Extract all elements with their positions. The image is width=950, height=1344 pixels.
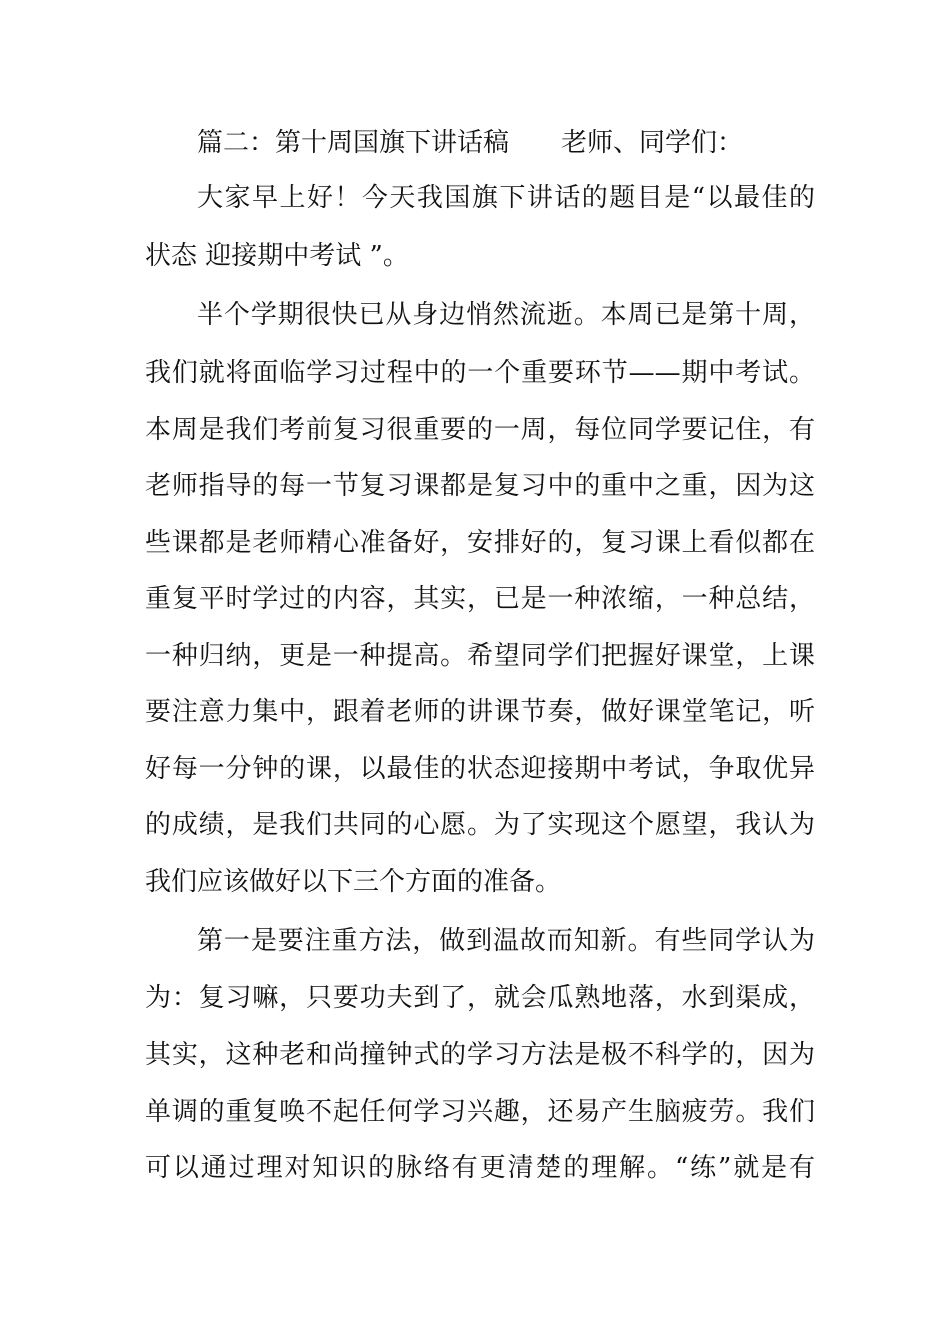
- paragraph-line: 状态 迎接期中考试 ”。: [145, 241, 409, 271]
- paragraph-line: 的成绩，是我们共同的心愿。为了实现这个愿望，我认为: [145, 810, 815, 840]
- paragraph-line: 半个学期很快已从身边悄然流逝。本周已是第十周，: [197, 300, 815, 330]
- paragraph-line: 老师指导的每一节复习课都是复习中的重中之重，因为这: [145, 471, 815, 501]
- paragraph-line: 好每一分钟的课，以最佳的状态迎接期中考试，争取优异: [145, 754, 815, 784]
- paragraph-line: 我们就将面临学习过程中的一个重要环节——期中考试。: [145, 358, 815, 388]
- paragraph-line: 为：复习嘛，只要功夫到了，就会瓜熟地落，水到渠成，: [145, 983, 815, 1013]
- paragraph-line: 要注意力集中，跟着老师的讲课节奏，做好课堂笔记，听: [145, 697, 815, 727]
- paragraph-line: 第一是要注重方法，做到温故而知新。有些同学认为: [197, 926, 815, 956]
- paragraph-line: 重复平时学过的内容，其实，已是一种浓缩，一种总结，: [145, 584, 815, 614]
- paragraph-line: 一种归纳，更是一种提高。希望同学们把握好课堂，上课: [145, 641, 815, 671]
- paragraph-line: 大家早上好！今天我国旗下讲话的题目是“以最佳的: [197, 183, 815, 213]
- paragraph-line: 其实，这种老和尚撞钟式的学习方法是极不科学的，因为: [145, 1040, 815, 1070]
- paragraph-line: 些课都是老师精心准备好，安排好的，复习课上看似都在: [145, 528, 815, 558]
- paragraph-line: 可以通过理对知识的脉络有更清楚的理解。“练”就是有: [145, 1153, 815, 1183]
- paragraph-line: 本周是我们考前复习很重要的一周，每位同学要记住，有: [145, 415, 815, 445]
- paragraph-line: 单调的重复唤不起任何学习兴趣，还易产生脑疲劳。我们: [145, 1097, 815, 1127]
- paragraph-line: 我们应该做好以下三个方面的准备。: [145, 867, 562, 897]
- document-title-line: 篇二：第十周国旗下讲话稿 老师、同学们：: [197, 128, 744, 158]
